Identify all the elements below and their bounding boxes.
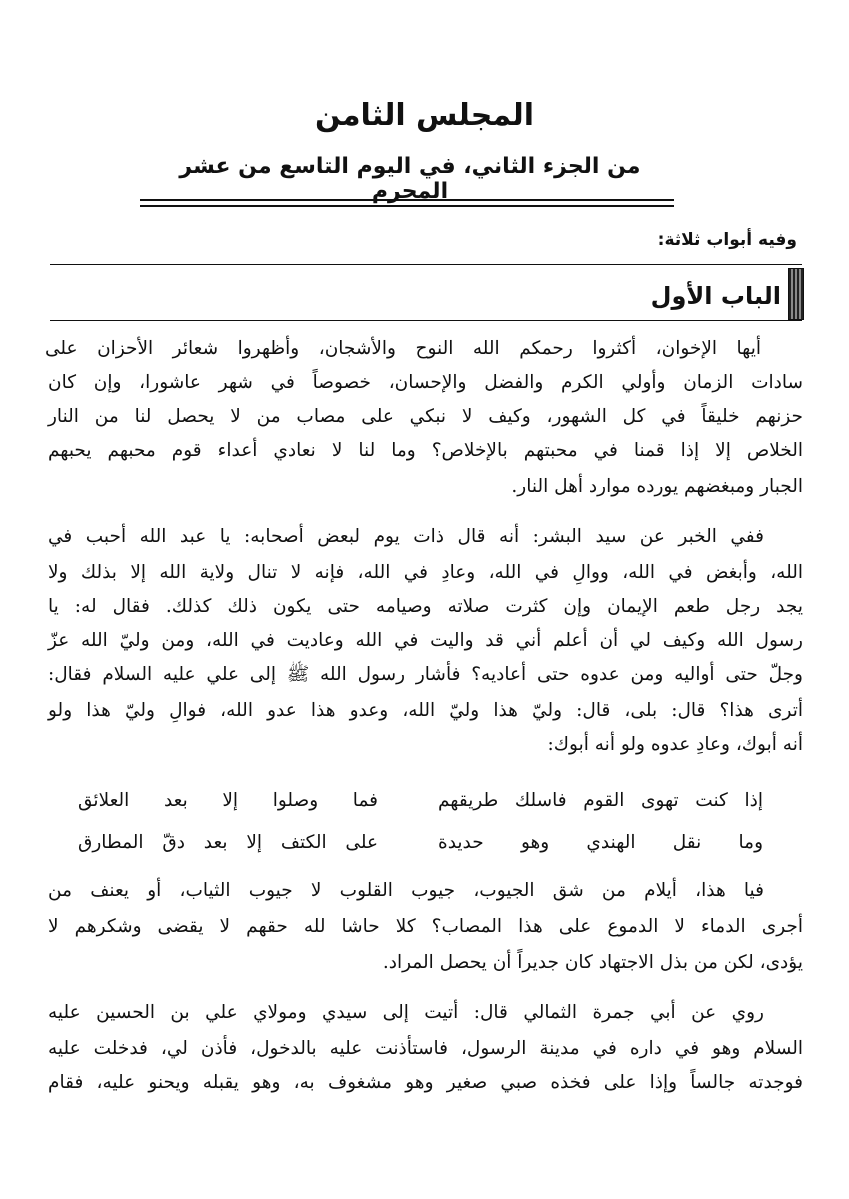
verse-hemistich-first: وما نقل الهندي وهو حديدة [438, 832, 763, 853]
text-line: الخلاص إلا إذا قمنا في محبتهم بالإخلاص؟ وما لنا لا نعادي أعداء قوم محبهم يحبهم [48, 440, 803, 461]
text-line: رسول الله وكيف لي أن أعلم أني قد واليت في الله وعاديت في الله، ومن وليّ الله عزّ [48, 630, 803, 651]
intro-line: وفيه أبواب ثلاثة: [657, 230, 797, 250]
text-line: أجرى الدماء لا الدموع على هذا المصاب؟ كلا حاشا لله حقهم لا يقضى وشكرهم لا [48, 916, 803, 937]
text-line: ففي الخبر عن سيد البشر: أنه قال ذات يوم لبعض أصحابه: يا عبد الله أحبب في [48, 526, 764, 547]
text-line: يؤدى، لكن من بذل الاجتهاد كان جديراً أن يحصل المراد. [382, 952, 803, 973]
text-line: حزنهم خليقاً في كل الشهور، وكيف لا نبكي على مصاب من لا يحصل لنا من النار [48, 406, 803, 427]
divider-top [140, 199, 674, 201]
page-title: المجلس الثامن [314, 98, 534, 133]
section-rule-bottom [50, 320, 802, 321]
text-line: روي عن أبي جمرة الثمالي قال: أتيت إلى سيدي ومولاي علي بن الحسين عليه [48, 1002, 764, 1023]
verse-hemistich-second: على الكتف إلا بعد دقّ المطارق [78, 832, 378, 853]
divider-bottom [140, 205, 674, 207]
text-line: يجد رجل طعم الإيمان وإن كثرت صلاته وصيامه حتى يكون ذلك كذلك. فقال له: يا [48, 596, 803, 617]
text-line: الله، وأبغض في الله، ووالِ في الله، وعادِ في الله، فإنه لا تنال ولاية الله إلا بذلك ولا [48, 562, 803, 583]
text-line: أترى هذا؟ قال: بلى، قال: وليّ هذا وليّ الله، وعدو هذا عدو الله، فوالِ وليّ هذا ولو [48, 700, 803, 721]
section-rule-top [50, 264, 802, 265]
section-title: الباب الأول [650, 282, 781, 310]
verse-hemistich-first: إذا كنت تهوى القوم فاسلك طريقهم [438, 790, 763, 811]
text-line: أنه أبوك، وعادِ عدوه ولو أنه أبوك: [547, 734, 803, 755]
text-line: أيها الإخوان، أكثروا رحمكم الله النوح والأشجان، وأظهروا شعائر الأحزان على [45, 338, 761, 359]
section-marker [788, 268, 804, 320]
text-line: الجبار ومبغضهم يورده موارد أهل النار. [511, 476, 803, 497]
verse-hemistich-second: فما وصلوا إلا بعد العلائق [78, 790, 378, 811]
page-subtitle: من الجزء الثاني، في اليوم التاسع من عشر المحرم [179, 154, 641, 204]
text-line: وجلّ حتى أواليه ومن عدوه حتى أعاديه؟ فأشار رسول الله ﷺ إلى علي عليه السلام فقال: [48, 664, 803, 685]
text-line: فيا هذا، أيلام من شق الجيوب، جيوب القلوب لا جيوب الثياب، أو يعنف من [48, 880, 764, 901]
text-line: السلام وهو في داره في مدينة الرسول، فاستأذنت عليه بالدخول، فأذن لي، فدخلت عليه [48, 1038, 803, 1059]
text-line: سادات الزمان وأولي الكرم والفضل والإحسان، خصوصاً في شهر عاشورا، وإن كان [48, 372, 803, 393]
text-line: فوجدته جالساً وإذا على فخذه صبي صغير وهو مشغوف به، وهو يقبله ويحنو عليه، فقام [48, 1072, 803, 1093]
